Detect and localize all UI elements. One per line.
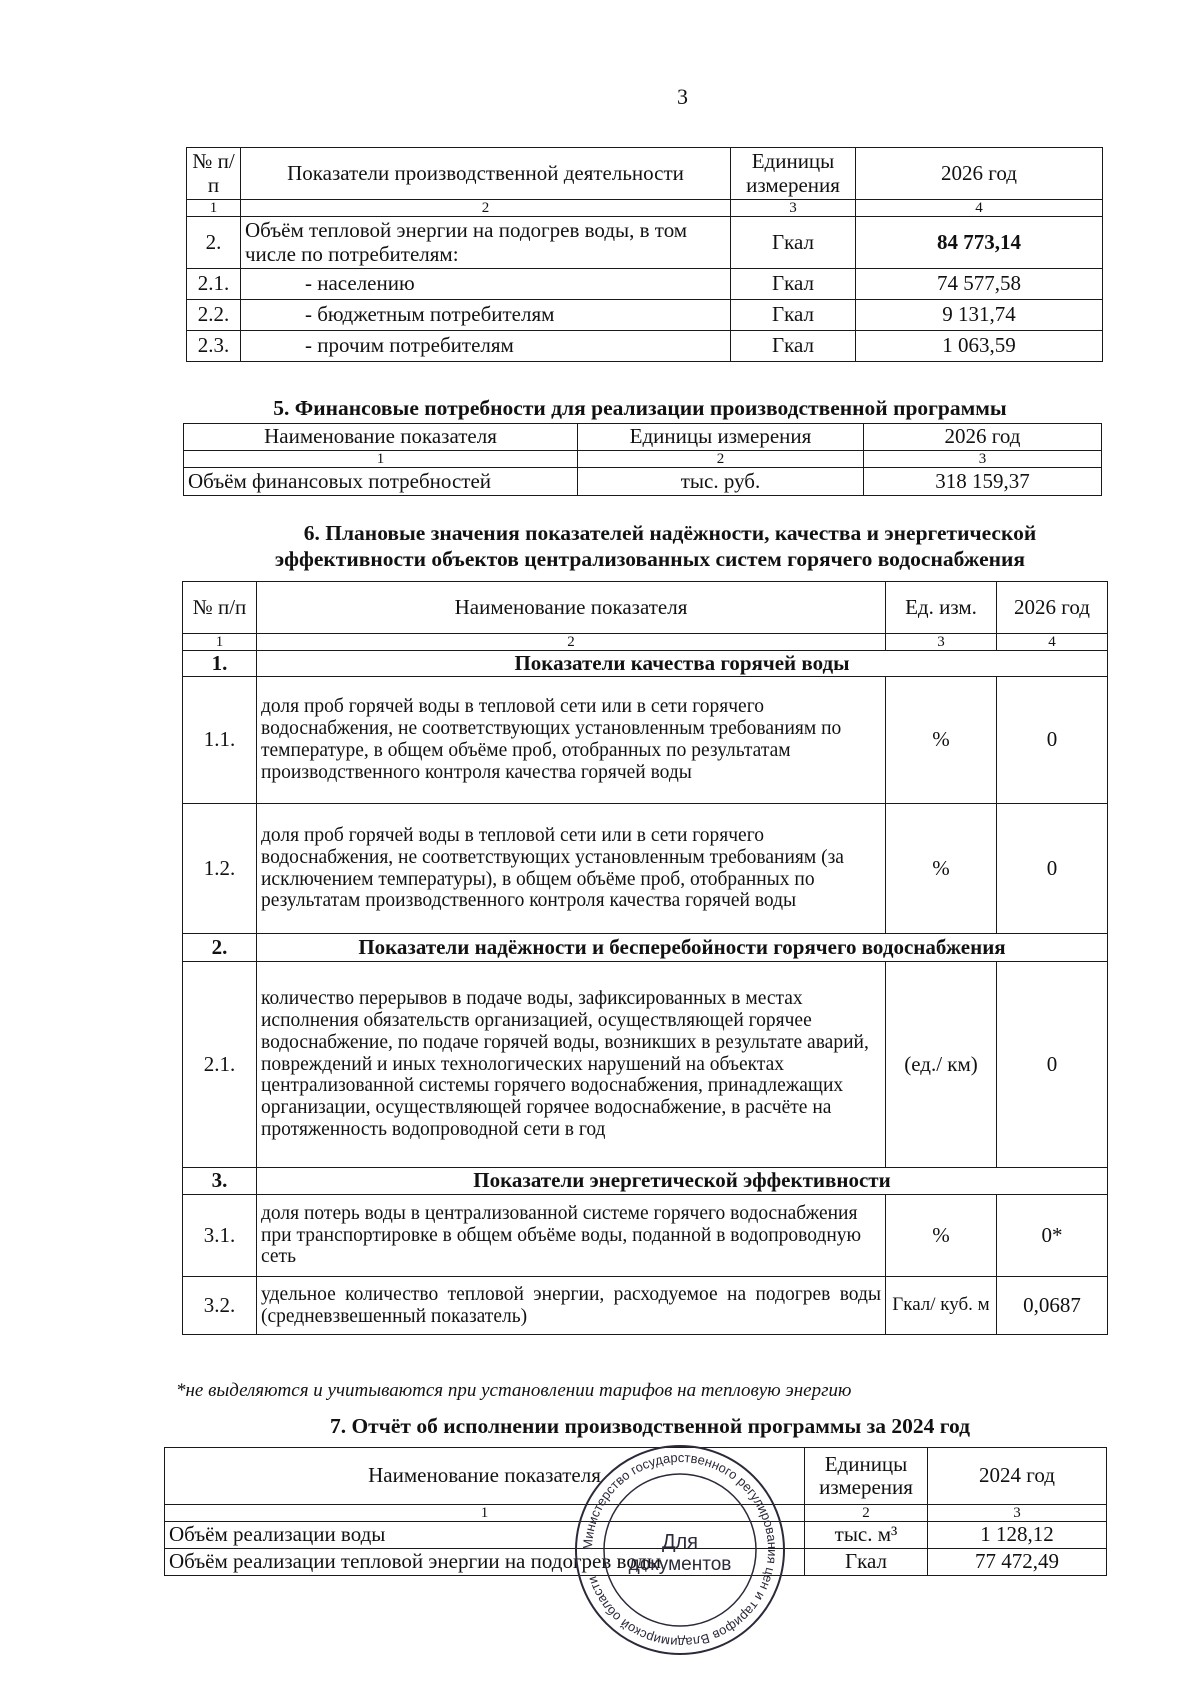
col-number: 2 bbox=[578, 451, 864, 468]
row-num: 2. bbox=[187, 217, 241, 269]
row-unit: Гкал bbox=[731, 300, 856, 331]
header-unit: Единицы измерения bbox=[805, 1448, 928, 1505]
group-num: 2. bbox=[183, 934, 257, 962]
header-unit: Ед. изм. bbox=[886, 582, 997, 634]
row-label: Объём тепловой энергии на подогрев воды, в том числе по потребителям: bbox=[241, 217, 731, 269]
row-label: Объём реализации воды bbox=[165, 1522, 805, 1549]
col-number: 1 bbox=[184, 451, 578, 468]
row-unit: % bbox=[886, 804, 997, 934]
row-unit: тыс. м³ bbox=[805, 1522, 928, 1549]
col-number: 3 bbox=[864, 451, 1102, 468]
header-year: 2026 год bbox=[997, 582, 1108, 634]
row-num: 1.1. bbox=[183, 677, 257, 804]
row-label: Объём реализации тепловой энергии на подогрев воды bbox=[165, 1549, 805, 1576]
header-num: № п/п bbox=[187, 148, 241, 200]
row-unit: Гкал/ куб. м bbox=[886, 1277, 997, 1335]
row-num: 3.2. bbox=[183, 1277, 257, 1335]
group-title: Показатели энергетической эффективности bbox=[257, 1168, 1108, 1195]
col-number: 3 bbox=[928, 1505, 1107, 1522]
row-value: 318 159,37 bbox=[864, 468, 1102, 496]
reliability-indicators-table bbox=[182, 581, 1108, 1335]
section-5-title: 5. Финансовые потребности для реализации производственной программы bbox=[273, 396, 1007, 420]
row-value: 9 131,74 bbox=[856, 300, 1103, 331]
row-value: 1 063,59 bbox=[856, 331, 1103, 362]
group-title: Показатели надёжности и бесперебойности горячего водоснабжения bbox=[257, 934, 1108, 962]
seal-ring-text: Министерство государственного регулирования цен и тарифов Владимирской области bbox=[579, 1449, 781, 1651]
header-indicator: Наименование показателя bbox=[165, 1448, 805, 1505]
col-number: 2 bbox=[241, 200, 731, 217]
row-value: 0 bbox=[997, 962, 1108, 1168]
col-number: 1 bbox=[187, 200, 241, 217]
section-6-title-line-2: эффективности объектов централизованных систем горячего водоснабжения bbox=[274, 547, 1026, 571]
header-indicator: Показатели производственной деятельности bbox=[241, 148, 731, 200]
row-text: удельное количество тепловой энергии, расходуемое на подогрев воды (средневзвешенный показатель) bbox=[257, 1277, 886, 1335]
row-value: 77 472,49 bbox=[928, 1549, 1107, 1576]
row-num: 1.2. bbox=[183, 804, 257, 934]
row-text: доля потерь воды в централизованной системе горячего водоснабжения при транспортировке в общем объёме воды, поданной в водопроводную сеть bbox=[257, 1195, 886, 1277]
col-number: 2 bbox=[257, 634, 886, 651]
group-title: Показатели качества горячей воды bbox=[257, 651, 1108, 677]
row-value: 0 bbox=[997, 804, 1108, 934]
header-unit: Единицы измерения bbox=[731, 148, 856, 200]
header-year: 2024 год bbox=[928, 1448, 1107, 1505]
group-num: 1. bbox=[183, 651, 257, 677]
row-num: 2.3. bbox=[187, 331, 241, 362]
header-num: № п/п bbox=[183, 582, 257, 634]
header-indicator: Наименование показателя bbox=[184, 424, 578, 451]
row-text: доля проб горячей воды в тепловой сети или в сети горячего водоснабжения, не соответствующих установленным требованиям по температуре, в общем объёме проб, отобранных по результатам производственного контроля качества горячей воды bbox=[257, 677, 886, 804]
row-num: 2.1. bbox=[183, 962, 257, 1168]
col-number: 2 bbox=[805, 1505, 928, 1522]
header-unit: Единицы измерения bbox=[578, 424, 864, 451]
seal-center-text-2: документов bbox=[628, 1554, 732, 1575]
page-number: 3 bbox=[677, 84, 688, 109]
row-unit: (ед./ км) bbox=[886, 962, 997, 1168]
row-unit: % bbox=[886, 1195, 997, 1277]
col-number: 4 bbox=[856, 200, 1103, 217]
row-num: 3.1. bbox=[183, 1195, 257, 1277]
row-value: 1 128,12 bbox=[928, 1522, 1107, 1549]
row-num: 2.1. bbox=[187, 269, 241, 300]
row-label: Объём финансовых потребностей bbox=[184, 468, 578, 496]
row-num: 2.2. bbox=[187, 300, 241, 331]
col-number: 1 bbox=[183, 634, 257, 651]
seal-center-text-1: Для bbox=[661, 1531, 699, 1553]
financial-needs-table bbox=[183, 423, 1102, 496]
header-year: 2026 год bbox=[864, 424, 1102, 451]
row-label: - прочим потребителям bbox=[241, 331, 731, 362]
row-unit: тыс. руб. bbox=[578, 468, 864, 496]
row-label: - бюджетным потребителям bbox=[241, 300, 731, 331]
header-year: 2026 год bbox=[856, 148, 1103, 200]
row-unit: % bbox=[886, 677, 997, 804]
col-number: 3 bbox=[731, 200, 856, 217]
header-indicator: Наименование показателя bbox=[257, 582, 886, 634]
col-number: 3 bbox=[886, 634, 997, 651]
production-indicators-table bbox=[186, 147, 1103, 362]
col-number: 4 bbox=[997, 634, 1108, 651]
row-value: 0,0687 bbox=[997, 1277, 1108, 1335]
row-value: 0 bbox=[997, 677, 1108, 804]
row-text: доля проб горячей воды в тепловой сети или в сети горячего водоснабжения, не соответствующих установленным требованиям (за исключением температуры), в общем объёме проб, отобранных по результатам производственного контроля качества горячей воды bbox=[257, 804, 886, 934]
row-value: 74 577,58 bbox=[856, 269, 1103, 300]
row-label: - населению bbox=[241, 269, 731, 300]
row-value: 0* bbox=[997, 1195, 1108, 1277]
section-6-title-line-1: 6. Плановые значения показателей надёжности, качества и энергетической bbox=[303, 521, 1037, 545]
col-number: 1 bbox=[165, 1505, 805, 1522]
row-unit: Гкал bbox=[805, 1549, 928, 1576]
section-7-title: 7. Отчёт об исполнении производственной программы за 2024 год bbox=[329, 1414, 971, 1438]
row-unit: Гкал bbox=[731, 269, 856, 300]
official-seal-stamp bbox=[570, 1440, 790, 1660]
row-value: 84 773,14 bbox=[856, 217, 1103, 269]
group-num: 3. bbox=[183, 1168, 257, 1195]
row-unit: Гкал bbox=[731, 331, 856, 362]
row-text: количество перерывов в подаче воды, зафиксированных в местах исполнения обязательств организацией, осуществляющей горячее водоснабжение, по подаче горячей воды, возникших в результате аварий, повреждений и иных технологических нарушений на объектах централизованной системы горячего водоснабжения, принадлежащих организации, осуществляющей горячее водоснабжение, в расчёте на протяженность водопроводной сети в год bbox=[257, 962, 886, 1168]
row-unit: Гкал bbox=[731, 217, 856, 269]
footnote: *не выделяются и учитываются при установлении тарифов на тепловую энергию bbox=[176, 1380, 852, 1401]
